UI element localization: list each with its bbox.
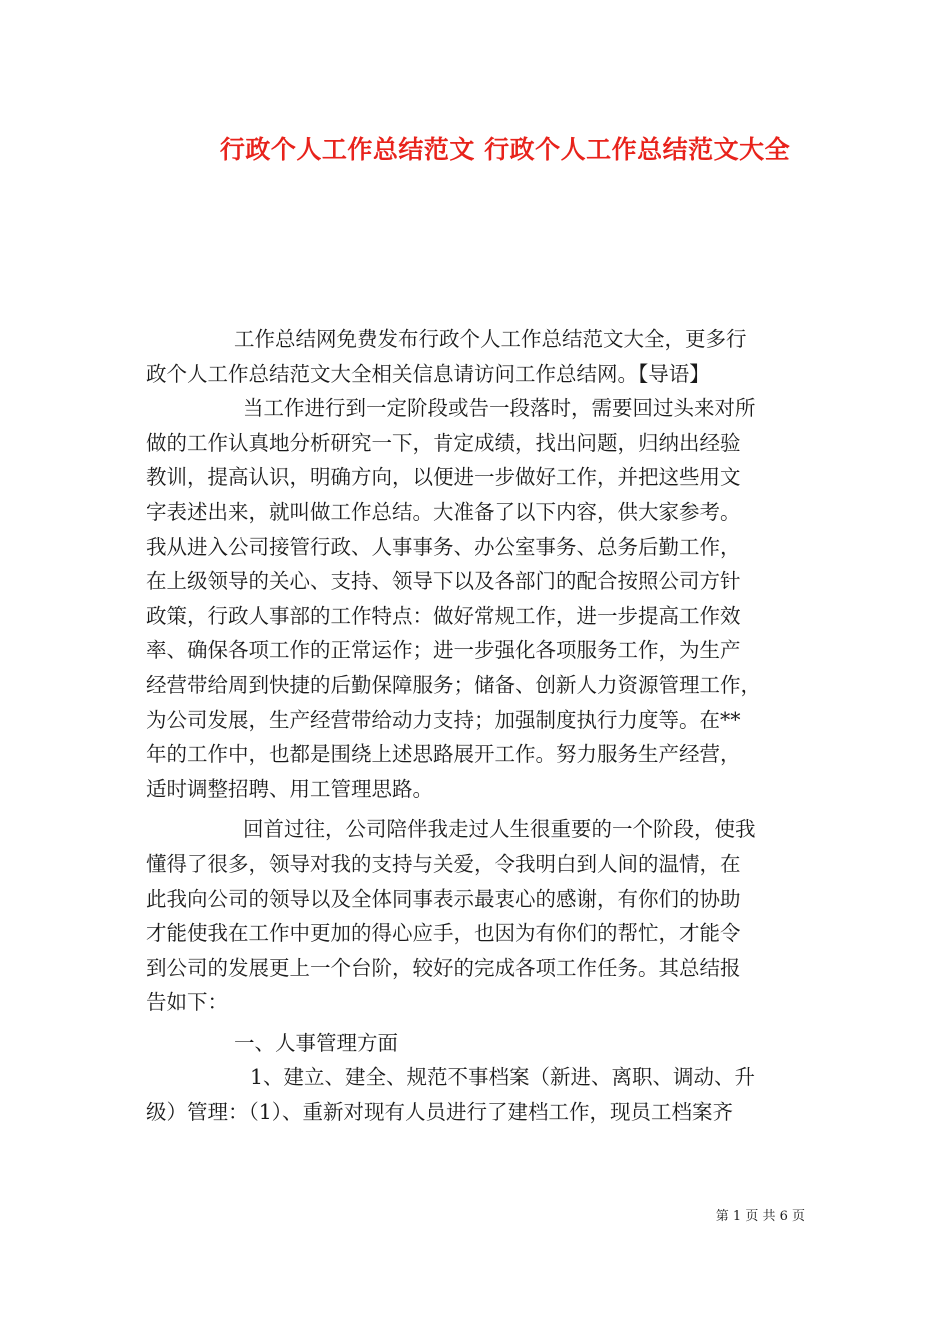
text-line: 在上级领导的关心、支持、领导下以及各部门的配合按照公司方针	[146, 569, 741, 594]
text-line: 政策，行政人事部的工作特点：做好常规工作，进一步提高工作效	[146, 603, 741, 628]
text-line: 教训，提高认识，明确方向，以便进一步做好工作，并把这些用文	[146, 465, 741, 490]
section-heading: 一、人事管理方面	[234, 1030, 398, 1055]
text-line: 才能使我在工作中更加的得心应手，也因为有你们的帮忙，才能令	[146, 921, 741, 946]
text-line: 1、建立、建全、规范不事档案（新进、离职、调动、升	[250, 1065, 756, 1090]
text-line: 工作总结网免费发布行政个人工作总结范文大全，更多行	[234, 327, 747, 351]
text-line: 经营带给周到快捷的后勤保障服务；储备、创新人力资源管理工作，	[146, 672, 761, 697]
document-title: 行政个人工作总结范文 行政个人工作总结范文大全	[219, 135, 791, 164]
text-line: 年的工作中，也都是围绕上述思路展开工作。努力服务生产经营，	[146, 742, 741, 767]
text-line: 我从进入公司接管行政、人事事务、办公室事务、总务后勤工作，	[146, 534, 741, 559]
text-line: 率、确保各项工作的正常运作；进一步强化各项服务工作，为生产	[146, 638, 741, 663]
text-line: 字表述出来，就叫做工作总结。大准备了以下内容，供大家参考。	[146, 499, 741, 524]
text-line: 政个人工作总结范文大全相关信息请访问工作总结网。【导语】	[146, 361, 710, 386]
text-line: 当工作进行到一定阶段或告一段落时，需要回过头来对所	[243, 396, 756, 421]
text-line: 适时调整招聘、用工管理思路。	[146, 776, 433, 801]
text-line: 此我向公司的领导以及全体同事表示最衷心的感谢，有你们的协助	[146, 886, 741, 911]
text-line: 回首过往，公司陪伴我走过人生很重要的一个阶段，使我	[243, 817, 756, 842]
page-number: 第 1 页 共 6 页	[715, 1209, 805, 1224]
document-body	[146, 322, 806, 1130]
text-line: 做的工作认真地分析研究一下，肯定成绩，找出问题，归纳出经验	[146, 430, 741, 455]
text-line: 到公司的发展更上一个台阶，较好的完成各项工作任务。其总结报	[146, 955, 741, 980]
text-line: 级）管理：（1）、重新对现有人员进行了建档工作，现员工档案齐	[146, 1100, 734, 1125]
text-line: 告如下：	[146, 990, 228, 1015]
text-line: 懂得了很多，领导对我的支持与关爱，令我明白到人间的温情，在	[146, 851, 741, 876]
text-line: 为公司发展，生产经营带给动力支持；加强制度执行力度等。在**	[146, 707, 741, 732]
